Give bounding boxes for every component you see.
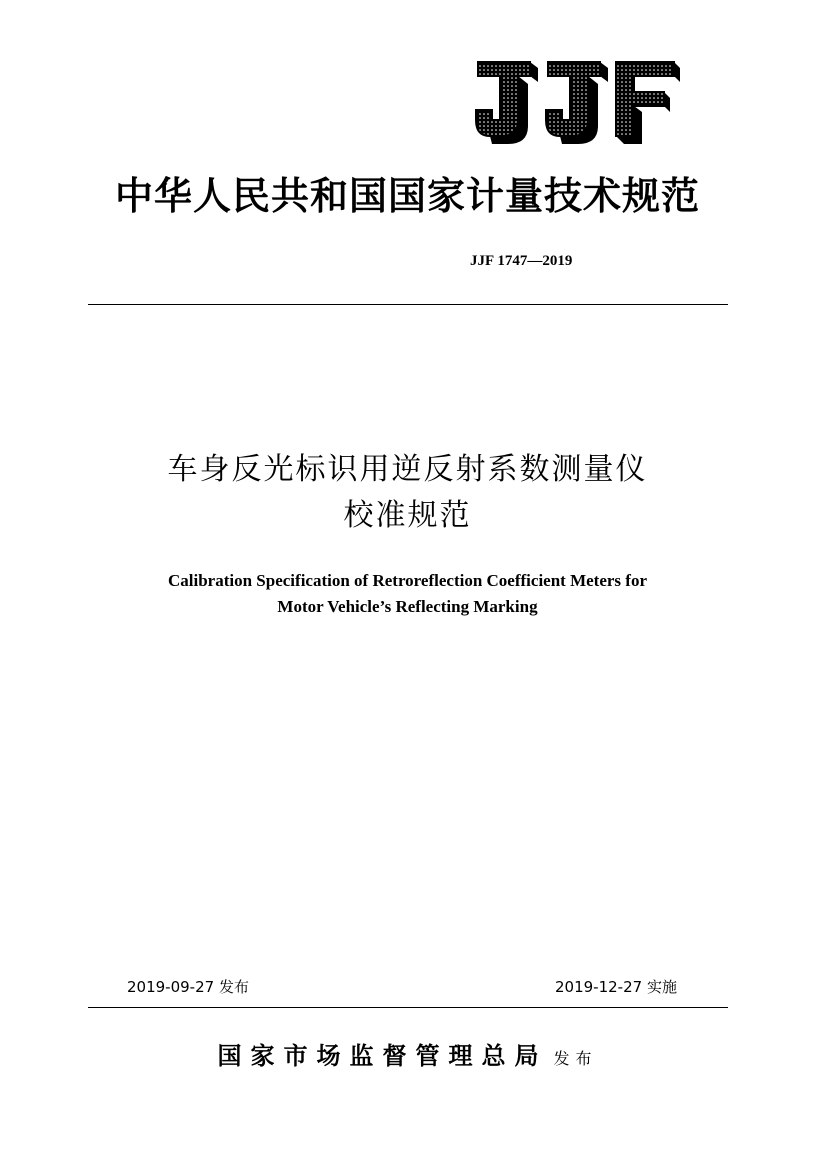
jjf-logo-icon bbox=[470, 56, 682, 146]
standard-code: JJF 1747—2019 bbox=[470, 253, 573, 269]
bottom-divider bbox=[88, 1007, 728, 1008]
english-title-line-1: Calibration Specification of Retroreflection Coefficient Meters for bbox=[168, 571, 647, 590]
chinese-title-line-2: 校准规范 bbox=[343, 498, 472, 533]
issuer-suffix: 发布 bbox=[553, 1049, 598, 1068]
issue-date: 2019-09-27 发布 bbox=[127, 978, 249, 996]
implementation-date: 2019-12-27 实施 bbox=[555, 978, 677, 996]
top-divider bbox=[88, 304, 728, 305]
issuer-name: 国家市场监督管理总局 bbox=[217, 1041, 548, 1070]
english-title-line-2: Motor Vehicle’s Reflecting Marking bbox=[277, 597, 538, 616]
issuer-line bbox=[0, 1036, 815, 1079]
page-title: 中华人民共和国国家计量技术规范 bbox=[114, 173, 700, 218]
chinese-title-line-1: 车身反光标识用逆反射系数测量仪 bbox=[167, 452, 648, 487]
